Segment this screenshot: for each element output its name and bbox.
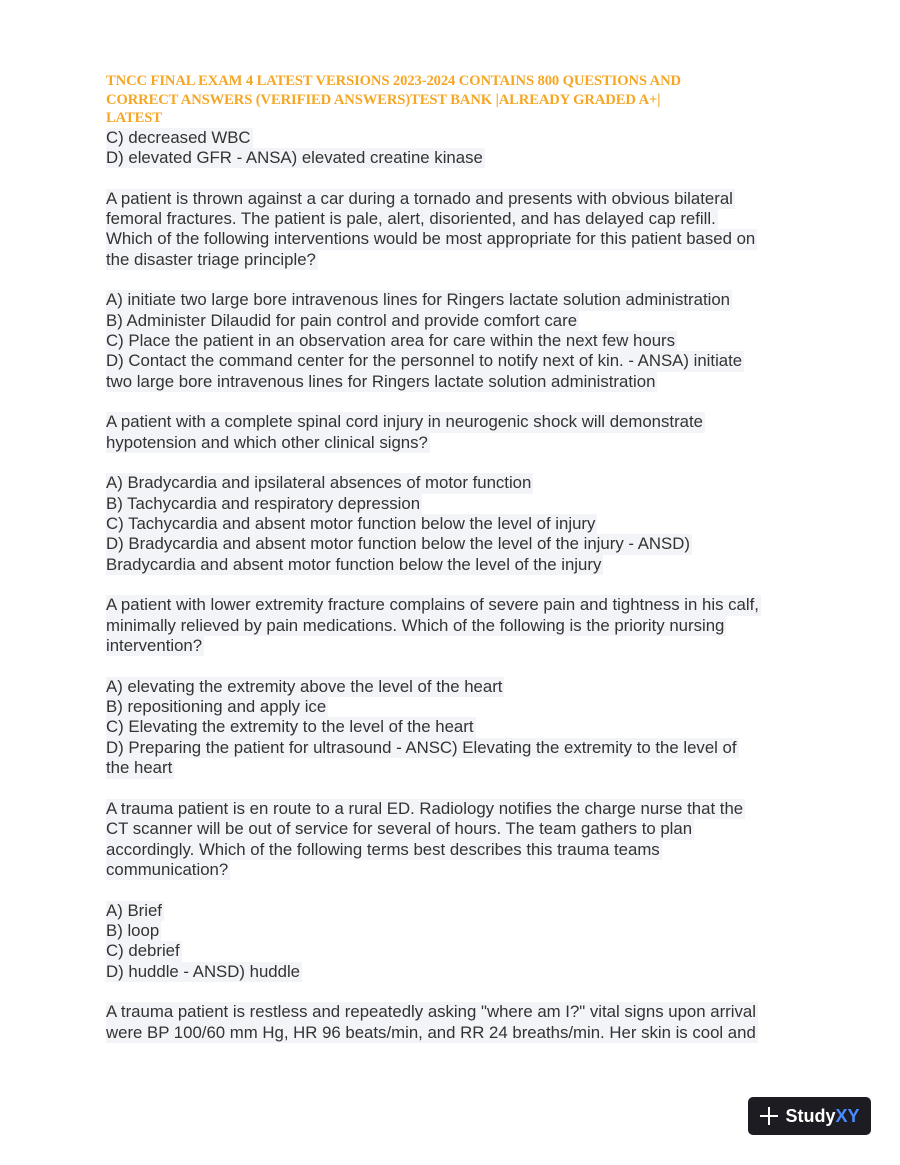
paragraph-gap — [106, 880, 806, 900]
studyxy-badge[interactable] — [748, 1097, 871, 1135]
text-line: A trauma patient is en route to a rural ED. Radiology notifies the charge nurse that the — [106, 798, 744, 818]
text-line: A) elevating the extremity above the level of the heart — [106, 676, 503, 696]
text-line: C) Elevating the extremity to the level of the heart — [106, 717, 474, 737]
brand-main: Study — [785, 1105, 836, 1126]
document-page — [106, 72, 806, 1043]
text-line: A patient with lower extremity fracture complains of severe pain and tightness in his calf, — [106, 595, 759, 615]
paragraph-gap — [106, 168, 806, 188]
text-line: A patient is thrown against a car during a tornado and presents with obvious bilateral — [106, 188, 733, 208]
header-line: CORRECT ANSWERS (VERIFIED ANSWERS)TEST BANK |ALREADY GRADED A+| — [106, 91, 661, 108]
text-line: C) decreased WBC — [106, 127, 251, 147]
text-line: A) initiate two large bore intravenous lines for Ringers lactate solution administration — [106, 290, 731, 310]
text-line: the disaster triage principle? — [106, 249, 316, 269]
paragraph-gap — [106, 453, 806, 473]
paragraph-gap — [106, 270, 806, 290]
paragraph-gap — [106, 656, 806, 676]
text-line: D) huddle - ANSD) huddle — [106, 961, 301, 981]
text-line: A trauma patient is restless and repeatedly asking "where am I?" vital signs upon arrival — [106, 1002, 756, 1022]
text-line: the heart — [106, 758, 173, 778]
text-line: two large bore intravenous lines for Ringers lactate solution administration — [106, 371, 656, 391]
text-line: C) Place the patient in an observation area for care within the next few hours — [106, 330, 676, 350]
text-line: intervention? — [106, 636, 203, 656]
text-line: B) loop — [106, 920, 160, 940]
header-line: TNCC FINAL EXAM 4 LATEST VERSIONS 2023-2024 CONTAINS 800 QUESTIONS AND — [106, 73, 681, 89]
text-line: communication? — [106, 859, 229, 879]
text-line: Bradycardia and absent motor function below the level of the injury — [106, 554, 602, 574]
text-line: C) debrief — [106, 941, 180, 961]
text-line: A) Brief — [106, 900, 162, 920]
paragraph-gap — [106, 779, 806, 799]
text-line: were BP 100/60 mm Hg, HR 96 beats/min, and RR 24 breaths/min. Her skin is cool and — [106, 1022, 756, 1042]
document-body — [106, 128, 806, 1043]
text-line: Which of the following interventions would be most appropriate for this patient based on — [106, 229, 756, 249]
brand-accent: XY — [835, 1105, 860, 1126]
text-line: D) Preparing the patient for ultrasound - ANSC) Elevating the extremity to the level of — [106, 737, 737, 757]
text-line: minimally relieved by pain medications. Which of the following is the priority nursing — [106, 615, 725, 635]
text-line: D) Bradycardia and absent motor function below the level of the injury - ANSD) — [106, 534, 690, 554]
text-line: hypotension and which other clinical signs? — [106, 432, 428, 452]
text-line: D) elevated GFR - ANSA) elevated creatine kinase — [106, 147, 483, 167]
paragraph-gap — [106, 982, 806, 1002]
text-line: D) Contact the command center for the personnel to notify next of kin. - ANSA) initiate — [106, 351, 743, 371]
text-line: A) Bradycardia and ipsilateral absences of motor function — [106, 473, 532, 493]
text-line: C) Tachycardia and absent motor function below the level of injury — [106, 514, 596, 534]
paragraph-gap — [106, 392, 806, 412]
text-line: A patient with a complete spinal cord injury in neurogenic shock will demonstrate — [106, 412, 703, 432]
header-line: LATEST — [106, 110, 162, 126]
paragraph-gap — [106, 575, 806, 595]
text-line: B) repositioning and apply ice — [106, 697, 327, 717]
text-line: CT scanner will be out of service for several of hours. The team gathers to plan — [106, 819, 693, 839]
text-line: accordingly. Which of the following terms best describes this trauma teams — [106, 839, 660, 859]
text-line: B) Tachycardia and respiratory depression — [106, 493, 421, 513]
document-header — [106, 72, 806, 128]
plus-icon — [759, 1106, 779, 1126]
text-line: B) Administer Dilaudid for pain control and provide comfort care — [106, 310, 578, 330]
text-line: femoral fractures. The patient is pale, alert, disoriented, and has delayed cap refill. — [106, 208, 716, 228]
